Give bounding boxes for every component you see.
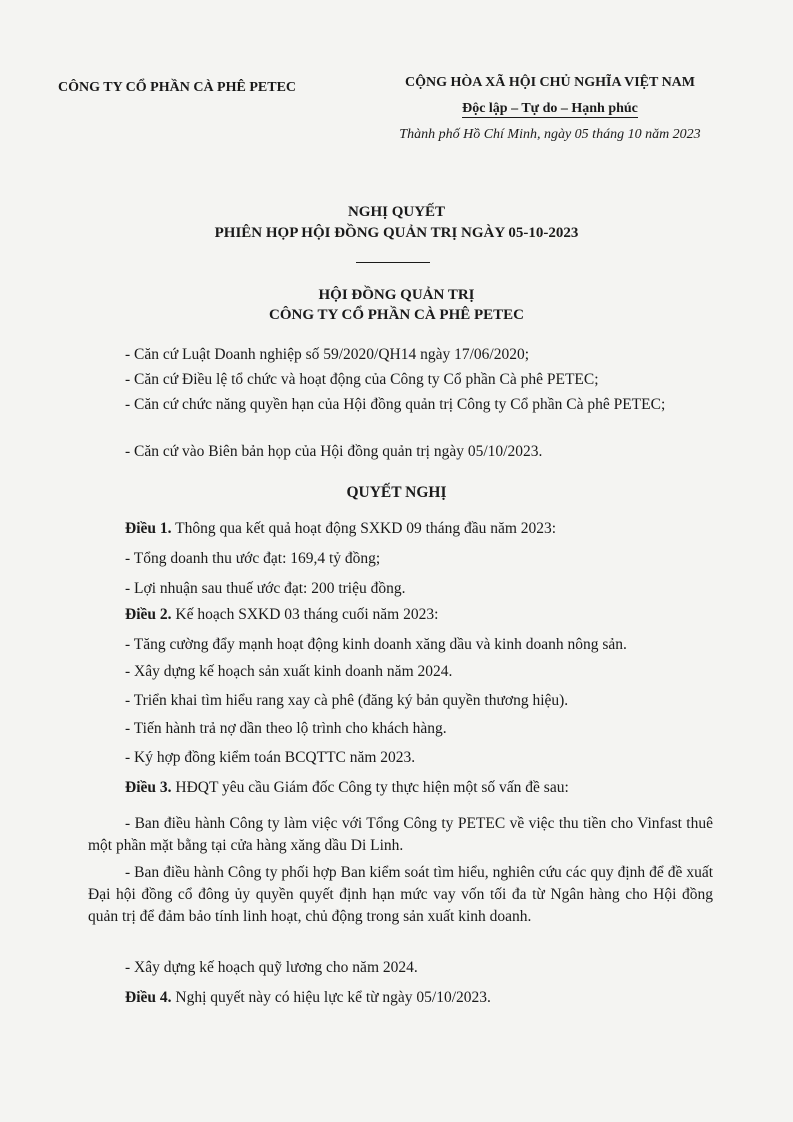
article-1-text: Thông qua kết quả hoạt động SXKD 09 tháng đầu năm 2023: bbox=[171, 520, 557, 537]
article-4-label: Điều 4. bbox=[125, 989, 172, 1006]
title-divider bbox=[356, 262, 430, 263]
article-2-item: - Triển khai tìm hiểu rang xay cà phê (đăng ký bản quyền thương hiệu). bbox=[125, 692, 569, 709]
article-2 bbox=[88, 604, 713, 626]
article-1-item: - Tổng doanh thu ước đạt: 169,4 tỷ đồng; bbox=[125, 550, 381, 567]
article-3-item: - Xây dựng kế hoạch quỹ lương cho năm 2024. bbox=[125, 959, 418, 976]
basis-3: - Căn cứ chức năng quyền hạn của Hội đồng quản trị Công ty Cổ phần Cà phê PETEC; bbox=[125, 396, 666, 413]
article-2-item: - Xây dựng kế hoạch sản xuất kinh doanh năm 2024. bbox=[125, 663, 453, 680]
issuer-title: HỘI ĐỒNG QUẢN TRỊ bbox=[318, 287, 475, 303]
article-2-item: - Ký hợp đồng kiểm toán BCQTTC năm 2023. bbox=[125, 749, 416, 766]
article-2-text: Kế hoạch SXKD 03 tháng cuối năm 2023: bbox=[171, 606, 439, 623]
article-3-label: Điều 3. bbox=[125, 779, 172, 796]
company-name-text: CÔNG TY CỔ PHẦN CÀ PHÊ PETEC bbox=[58, 80, 297, 95]
nation-title: CỘNG HÒA XÃ HỘI CHỦ NGHĨA VIỆT NAM bbox=[404, 75, 695, 90]
article-1 bbox=[88, 518, 713, 540]
article-2-item: - Tiến hành trả nợ dần theo lộ trình cho khách hàng. bbox=[125, 720, 447, 737]
place-date: Thành phố Hồ Chí Minh, ngày 05 tháng 10 năm 2023 bbox=[399, 127, 701, 142]
basis-4: - Căn cứ vào Biên bản họp của Hội đồng quản trị ngày 05/10/2023. bbox=[125, 443, 543, 460]
motto-text: Độc lập – Tự do – Hạnh phúc bbox=[462, 101, 638, 116]
basis-2: - Căn cứ Điều lệ tổ chức và hoạt động của Công ty Cổ phần Cà phê PETEC; bbox=[125, 371, 599, 388]
article-2-item: - Tăng cường đẩy mạnh hoạt động kinh doanh xăng dầu và kinh doanh nông sản. bbox=[125, 636, 627, 653]
basis-1: - Căn cứ Luật Doanh nghiệp số 59/2020/QH14 ngày 17/06/2020; bbox=[125, 346, 530, 363]
article-1-label: Điều 1. bbox=[125, 520, 172, 537]
article-3-item: - Ban điều hành Công ty phối hợp Ban kiểm soát tìm hiểu, nghiên cứu các quy định để đề xuất Đại hội đồng cổ đông ủy quyền quyết định hạn mức vay vốn tối đa từ Ngân hàng cho Hội đồng quản trị để đảm bảo tính linh hoạt, chủ động trong sản xuất kinh doanh. bbox=[88, 864, 713, 925]
article-3-item: - Ban điều hành Công ty làm việc với Tổng Công ty PETEC về việc thu tiền cho Vinfast thuê một phần mặt bằng tại cửa hàng xăng dầu Di Linh. bbox=[88, 815, 713, 854]
national-header bbox=[350, 72, 750, 146]
article-3 bbox=[88, 777, 713, 799]
doc-subtitle: PHIÊN HỌP HỘI ĐỒNG QUẢN TRỊ NGÀY 05-10-2023 bbox=[214, 225, 579, 241]
motto bbox=[350, 98, 750, 120]
issuer-company: CÔNG TY CỔ PHẦN CÀ PHÊ PETEC bbox=[268, 307, 524, 323]
article-3-text: HĐQT yêu cầu Giám đốc Công ty thực hiện một số vấn đề sau: bbox=[171, 779, 569, 796]
resolution-heading: QUYẾT NGHỊ bbox=[346, 484, 447, 501]
article-4-text: Nghị quyết này có hiệu lực kể từ ngày 05/10/2023. bbox=[171, 989, 491, 1006]
article-1-item: - Lợi nhuận sau thuế ước đạt: 200 triệu đồng. bbox=[125, 580, 406, 597]
article-4 bbox=[88, 987, 713, 1009]
article-2-label: Điều 2. bbox=[125, 606, 172, 623]
company-name bbox=[58, 80, 348, 96]
doc-title: NGHỊ QUYẾT bbox=[347, 204, 446, 220]
